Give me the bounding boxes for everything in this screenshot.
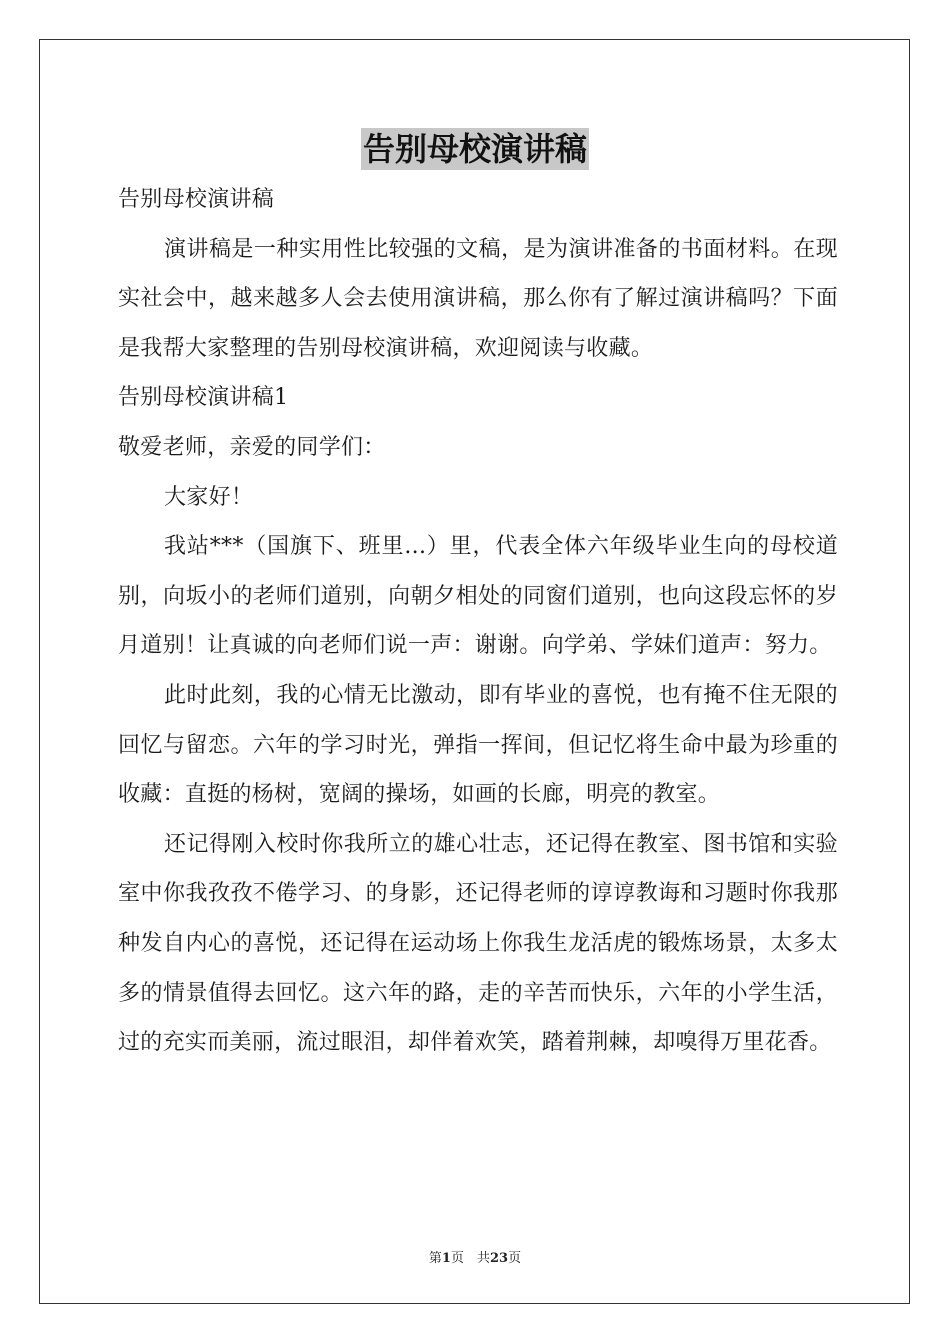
title-container [0,128,950,170]
paragraph-body: 还记得刚入校时你我所立的雄心壮志，还记得在教室、图书馆和实验室中你我孜孜不倦学习、的身影，还记得老师的谆谆教诲和习题时你我那种发自内心的喜悦，还记得在运动场上你我生龙活虎的锻炼场景，太多太多的情景值得去回忆。这六年的路，走的辛苦而快乐，六年的小学生活，过的充实而美丽，流过眼泪，却伴着欢笑，踏着荆棘，却嗅得万里花香。 [118,831,838,1056]
paragraph-salutation: 敬爱老师，亲爱的同学们： [118,434,386,460]
page-footer [0,1247,950,1266]
page-number: 1 [441,1251,451,1266]
page-total: 23 [489,1251,509,1266]
page-prefix: 第 [428,1251,442,1266]
document-title: 告别母校演讲稿 [362,130,587,168]
paragraph-body: 我站***（国旗下、班里...）里，代表全体六年级毕业生向的母校道别，向坂小的老师们道别，向朝夕相处的同窗们道别，也向这段忘怀的岁月道别！让真诚的向老师们说一声：谢谢。向学弟、学妹们道声：努力。 [118,534,838,659]
paragraph-body: 此时此刻，我的心情无比激动，即有毕业的喜悦，也有掩不住无限的回忆与留恋。六年的学习时光，弹指一挥间，但记忆将生命中最为珍重的收藏：直挺的杨树，宽阔的操场，如画的长廊，明亮的教室。 [118,682,838,808]
section-heading: 告别母校演讲稿1 [118,385,289,411]
document-body [118,175,838,1068]
page-mid: 页 共 [450,1251,490,1266]
paragraph-subtitle: 告别母校演讲稿 [118,187,275,212]
paragraph-intro: 演讲稿是一种实用性比较强的文稿，是为演讲准备的书面材料。在现实社会中，越来越多人会去使用演讲稿，那么你有了解过演讲稿吗？下面是我帮大家整理的告别母校演讲稿，欢迎阅读与收藏。 [118,236,838,361]
page-suffix: 页 [508,1251,522,1266]
paragraph-greeting: 大家好！ [164,484,254,510]
